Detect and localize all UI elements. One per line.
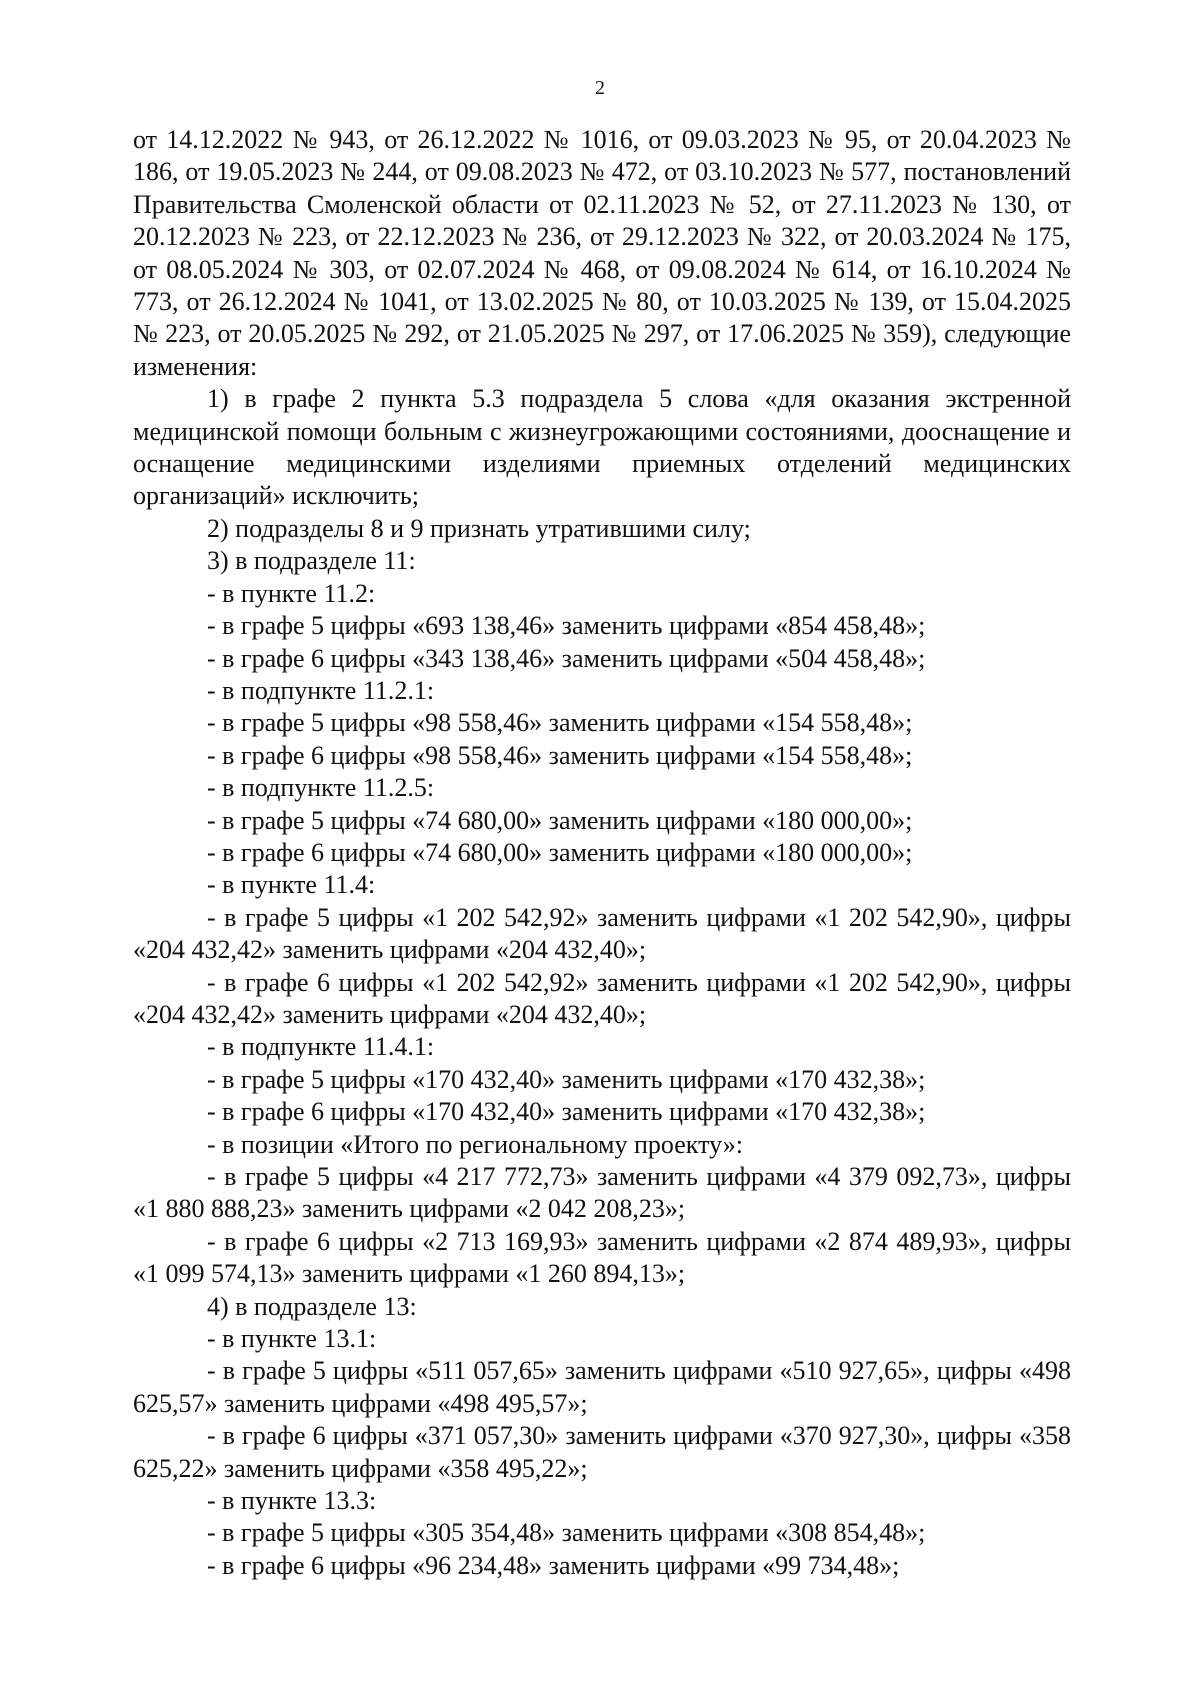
paragraph-point-11-2: - в пункте 11.2: [207, 578, 376, 608]
paragraph-line: - в графе 5 цифры «305 354,48» заменить цифрами «308 854,48»; [207, 1518, 926, 1548]
paragraph-line: - в графе 5 цифры «1 202 542,92» заменить цифрами «1 202 542,90», цифры «204 432,42» заменить цифрами «204 432,40»; [133, 902, 1071, 965]
paragraph-line: - в графе 6 цифры «74 680,00» заменить цифрами «180 000,00»; [207, 837, 913, 867]
paragraph-item-1: 1) в графе 2 пункта 5.3 подраздела 5 слова «для оказания экстренной медицинской помощи больным с жизнеугрожающими состояниями, дооснащение и оснащение медицинскими изделиями приемных отделений медицинских организаций» исключить; [133, 384, 1071, 511]
paragraph-item-2: 2) подразделы 8 и 9 признать утратившими силу; [207, 513, 751, 543]
paragraph-line: - в графе 5 цифры «98 558,46» заменить цифрами «154 558,48»; [207, 708, 913, 738]
paragraph-line: - в графе 5 цифры «74 680,00» заменить цифрами «180 000,00»; [207, 805, 913, 835]
paragraph-line: - в графе 6 цифры «98 558,46» заменить цифрами «154 558,48»; [207, 740, 913, 770]
paragraph-line: - в графе 5 цифры «511 057,65» заменить цифрами «510 927,65», цифры «498 625,57» заменить цифрами «498 495,57»; [133, 1356, 1071, 1418]
document-body [133, 124, 1071, 1582]
paragraph-point-11-4: - в пункте 11.4: [207, 870, 376, 900]
paragraph-line: - в графе 5 цифры «170 432,40» заменить цифрами «170 432,38»; [207, 1064, 926, 1094]
paragraph-line: - в графе 6 цифры «371 057,30» заменить цифрами «370 927,30», цифры «358 625,22» заменить цифрами «358 495,22»; [133, 1421, 1071, 1483]
paragraph-line: - в графе 6 цифры «1 202 542,92» заменить цифрами «1 202 542,90», цифры «204 432,42» заменить цифрами «204 432,40»; [133, 967, 1071, 1029]
paragraph-line: - в графе 6 цифры «170 432,40» заменить цифрами «170 432,38»; [207, 1097, 926, 1127]
paragraph-item-3: 3) в подразделе 11: [207, 546, 416, 576]
page-number: 2 [595, 77, 605, 99]
paragraph-line: - в графе 6 цифры «2 713 169,93» заменить цифрами «2 874 489,93», цифры «1 099 574,13» заменить цифрами «1 260 894,13»; [133, 1226, 1071, 1289]
paragraph-line: - в графе 6 цифры «343 138,46» заменить цифрами «504 458,48»; [207, 643, 926, 673]
paragraph-line: - в графе 6 цифры «96 234,48» заменить цифрами «99 734,48»; [207, 1550, 900, 1580]
paragraph-amendments-list: от 14.12.2022 № 943, от 26.12.2022 № 1016, от 09.03.2023 № 95, от 20.04.2023 № 186, от 19.05.2023 № 244, от 09.08.2023 № 472, от 03.10.2023 № 577, постановлений Правительства Смоленской области от 02.11.2023 № 52, от 27.11.2023 № 130, от 20.12.2023 № 223, от 22.12.2023 № 236, от 29.12.2023 № 322, от 20.03.2024 № 175, от 08.05.2024 № 303, от 02.07.2024 № 468, от 09.08.2024 № 614, от 16.10.2024 № 773, от 26.12.2024 № 1041, от 13.02.2025 № 80, от 10.03.2025 № 139, от 15.04.2025 № 223, от 20.05.2025 № 292, от 21.05.2025 № 297, от 17.06.2025 № 359), следующие изменения: [133, 125, 1071, 381]
paragraph-subpoint-11-2-1: - в подпункте 11.2.1: [207, 675, 435, 705]
paragraph-point-13-3: - в пункте 13.3: [207, 1486, 377, 1516]
paragraph-subpoint-11-4-1: - в подпункте 11.4.1: [207, 1032, 435, 1062]
paragraph-subpoint-11-2-5: - в подпункте 11.2.5: [207, 773, 435, 803]
paragraph-point-13-1: - в пункте 13.1: [207, 1324, 377, 1354]
paragraph-line: - в графе 5 цифры «693 138,46» заменить цифрами «854 458,48»; [207, 611, 926, 641]
paragraph-item-4: 4) в подразделе 13: [207, 1291, 417, 1321]
paragraph-line: - в графе 5 цифры «4 217 772,73» заменить цифрами «4 379 092,73», цифры «1 880 888,23» заменить цифрами «2 042 208,23»; [133, 1162, 1071, 1224]
paragraph-total-position: - в позиции «Итого по региональному проекту»: [207, 1129, 743, 1159]
